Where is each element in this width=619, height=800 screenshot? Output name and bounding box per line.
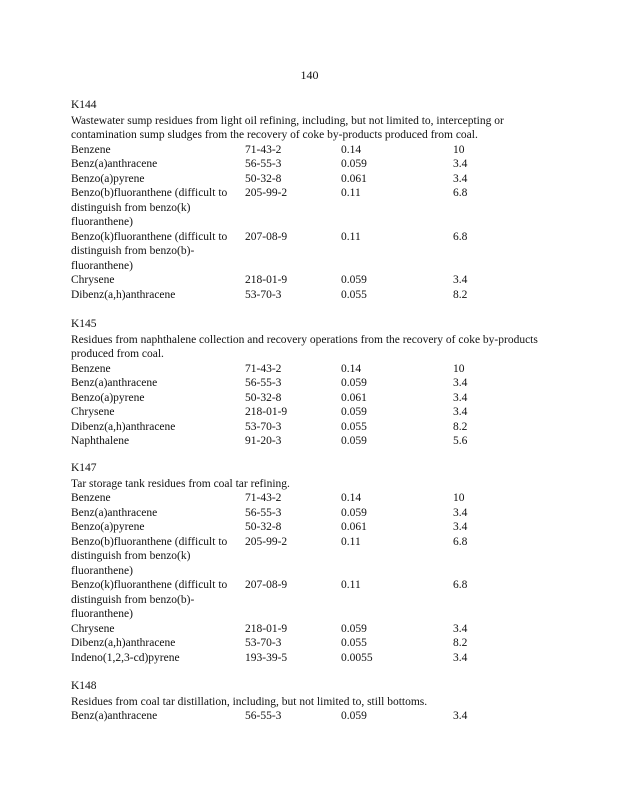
waste-code: K144 [71,99,97,111]
cas-number: 205-99-2 [245,535,288,548]
waste-code-section-k144 [71,98,561,302]
constituent-row [71,535,561,579]
constituent-row [71,578,561,622]
wastewater-standard: 0.11 [341,230,361,243]
nonwastewater-standard: 3.4 [453,622,468,635]
constituent-row [71,186,561,230]
constituent-name: Benzene [71,362,111,375]
constituent-row [71,420,561,435]
wastewater-standard: 0.055 [341,637,367,649]
cas-number: 53-70-3 [245,637,282,649]
constituent-row [71,172,561,187]
waste-code-section-k145 [71,317,561,449]
constituent-name: Chrysene [71,622,115,635]
wastewater-standard: 0.055 [341,420,367,433]
constituent-row [71,157,561,172]
waste-code-section-k147 [71,461,561,665]
nonwastewater-standard: 10 [453,492,465,504]
cas-number: 207-08-9 [245,230,288,243]
waste-code: K147 [71,462,97,474]
constituent-name: Chrysene [71,274,115,286]
cas-number: 218-01-9 [245,274,288,286]
cas-number: 205-99-2 [245,187,288,199]
wastewater-standard: 0.11 [341,535,361,548]
constituent-name: Naphthalene [71,435,130,447]
constituent-row [71,434,561,449]
wastewater-standard: 0.059 [341,158,367,170]
nonwastewater-standard: 10 [453,362,465,375]
nonwastewater-standard: 3.4 [453,172,468,185]
waste-code: K145 [71,318,97,330]
constituent-row [71,651,561,666]
constituent-row [71,288,561,303]
cas-number: 91-20-3 [245,435,282,447]
constituent-row [71,405,561,420]
wastewater-standard: 0.061 [341,521,367,533]
cas-number: 71-43-2 [245,362,282,375]
constituent-name: Benz(a)anthracene [71,506,158,519]
constituent-name: Benz(a)anthracene [71,377,158,389]
constituent-row [71,376,561,391]
wastewater-standard: 0.061 [341,391,367,404]
cas-number: 218-01-9 [245,406,288,418]
waste-code-section-k148 [71,679,561,724]
nonwastewater-standard: 3.4 [453,710,468,722]
nonwastewater-standard: 3.4 [453,274,468,286]
constituent-row [71,520,561,535]
nonwastewater-standard: 8.2 [453,288,468,301]
cas-number: 56-55-3 [245,710,282,722]
constituent-name: Chrysene [71,406,115,418]
wastewater-standard: 0.059 [341,274,367,286]
cas-number: 53-70-3 [245,288,282,301]
wastewater-standard: 0.059 [341,406,367,418]
constituent-name: Benzo(a)pyrene [71,172,145,185]
wastewater-standard: 0.059 [341,506,367,519]
constituent-name: Benzene [71,143,111,156]
nonwastewater-standard: 5.6 [453,435,468,447]
constituent-row [71,506,561,521]
constituent-name: Benzo(b)fluoranthene (difficult to distinguish from benzo(k) fluoranthene) [71,535,228,577]
waste-description: Residues from naphthalene collection and recovery operations from the recovery of coke by-products produced from coal. [71,333,538,360]
constituent-name: Benzene [71,492,111,504]
constituent-name: Benzo(k)fluoranthene (difficult to distinguish from benzo(b)-fluoranthene) [71,579,228,620]
wastewater-standard: 0.14 [341,492,362,504]
waste-description: Residues from coal tar distillation, including, but not limited to, still bottoms. [71,695,428,708]
nonwastewater-standard: 6.8 [453,230,468,243]
nonwastewater-standard: 3.4 [453,651,468,664]
wastewater-standard: 0.059 [341,710,367,722]
cas-number: 56-55-3 [245,377,282,389]
nonwastewater-standard: 8.2 [453,420,468,433]
cas-number: 56-55-3 [245,506,282,519]
wastewater-standard: 0.055 [341,288,367,301]
wastewater-standard: 0.059 [341,435,367,447]
wastewater-standard: 0.11 [341,579,361,591]
wastewater-standard: 0.14 [341,362,362,375]
constituent-name: Benzo(b)fluoranthene (difficult to distinguish from benzo(k) fluoranthene) [71,187,228,228]
wastewater-standard: 0.0055 [341,651,373,664]
constituent-row [71,143,561,158]
wastewater-standard: 0.14 [341,143,362,156]
cas-number: 50-32-8 [245,172,282,185]
constituent-name: Benzo(a)pyrene [71,391,145,404]
constituent-name: Dibenz(a,h)anthracene [71,637,176,649]
nonwastewater-standard: 3.4 [453,521,468,533]
cas-number: 193-39-5 [245,651,288,664]
constituent-table [71,362,561,449]
constituent-row [71,491,561,506]
constituent-row [71,622,561,637]
cas-number: 50-32-8 [245,521,282,533]
cas-number: 207-08-9 [245,579,288,591]
constituent-row [71,230,561,274]
constituent-name: Benzo(k)fluoranthene (difficult to distinguish from benzo(b)-fluoranthene) [71,230,228,272]
nonwastewater-standard: 6.8 [453,187,468,199]
constituent-name: Dibenz(a,h)anthracene [71,288,176,301]
constituent-name: Indeno(1,2,3-cd)pyrene [71,651,180,664]
constituent-row [71,709,561,724]
nonwastewater-standard: 10 [453,143,465,156]
constituent-row [71,273,561,288]
constituent-row [71,362,561,377]
nonwastewater-standard: 8.2 [453,637,468,649]
cas-number: 50-32-8 [245,391,282,404]
waste-description: Wastewater sump residues from light oil refining, including, but not limited to, intercepting or contamination sump sludges from the recovery of coke by-products produced from coal. [71,114,504,141]
nonwastewater-standard: 3.4 [453,406,468,418]
constituent-row [71,391,561,406]
nonwastewater-standard: 6.8 [453,579,468,591]
constituent-name: Benzo(a)pyrene [71,521,145,533]
cas-number: 71-43-2 [245,492,282,504]
constituent-row [71,636,561,651]
cas-number: 56-55-3 [245,158,282,170]
nonwastewater-standard: 3.4 [453,377,468,389]
wastewater-standard: 0.061 [341,172,367,185]
constituent-table [71,709,561,724]
nonwastewater-standard: 3.4 [453,391,468,404]
constituent-name: Dibenz(a,h)anthracene [71,420,176,433]
wastewater-standard: 0.059 [341,377,367,389]
nonwastewater-standard: 6.8 [453,535,468,548]
cas-number: 218-01-9 [245,622,288,635]
cas-number: 71-43-2 [245,143,282,156]
cas-number: 53-70-3 [245,420,282,433]
wastewater-standard: 0.11 [341,187,361,199]
nonwastewater-standard: 3.4 [453,506,468,519]
constituent-table [71,143,561,303]
waste-description: Tar storage tank residues from coal tar refining. [71,477,290,490]
constituent-name: Benz(a)anthracene [71,710,158,722]
constituent-table [71,491,561,665]
wastewater-standard: 0.059 [341,622,367,635]
waste-code: K148 [71,680,97,692]
nonwastewater-standard: 3.4 [453,158,468,170]
page-number: 140 [300,68,319,82]
constituent-name: Benz(a)anthracene [71,158,158,170]
